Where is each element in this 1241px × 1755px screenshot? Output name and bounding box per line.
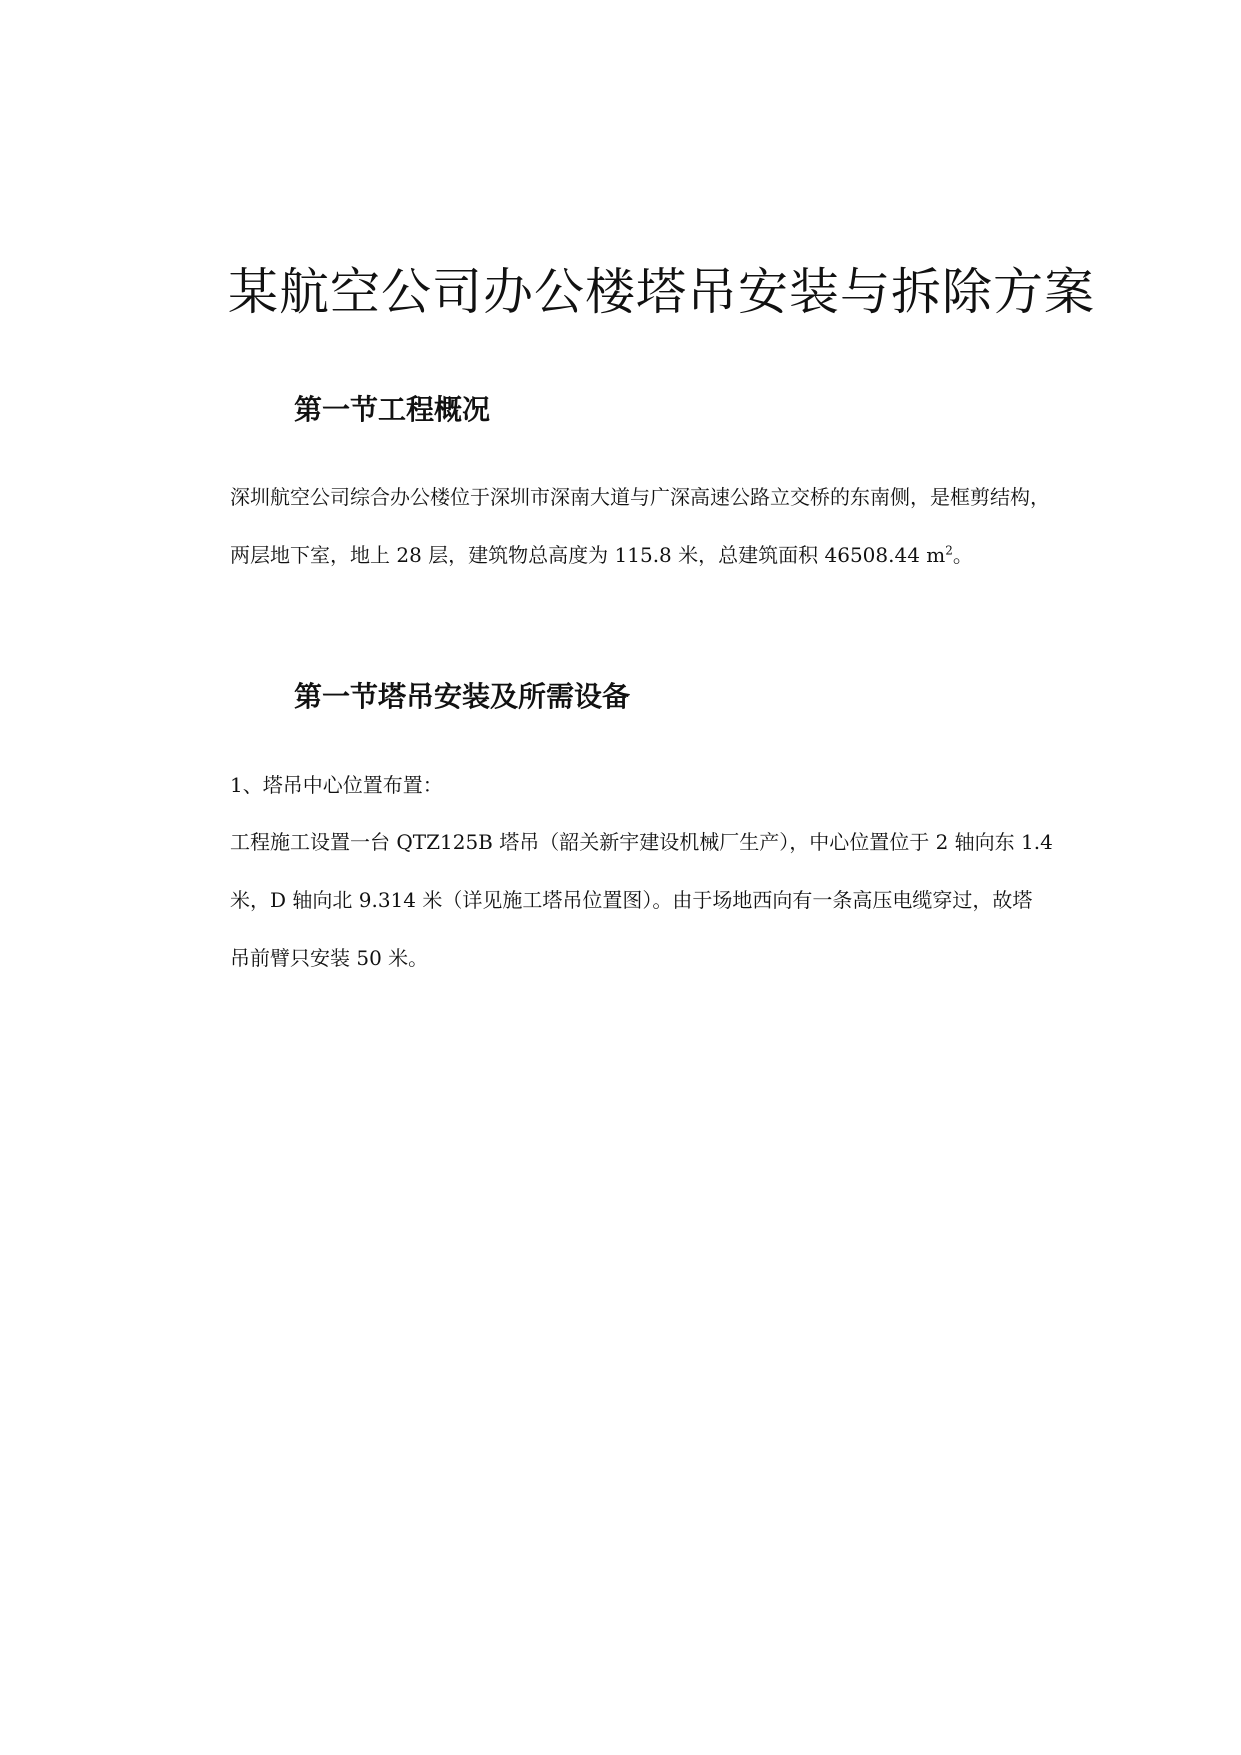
installation-item-heading: 1、塔吊中心位置布置： (230, 773, 443, 797)
section-heading-installation: 第一节塔吊安装及所需设备 (294, 680, 631, 713)
overview-paragraph-line-1: 深圳航空公司综合办公楼位于深圳市深南大道与广深高速公路立交桥的东南侧，是框剪结构， (230, 485, 1050, 509)
installation-paragraph-line-1: 工程施工设置一台 QTZ125B 塔吊（韶关新宇建设机械厂生产），中心位置位于 2 轴向东 1.4 (230, 830, 1053, 854)
area-unit-superscript: 2 (945, 543, 953, 558)
overview-paragraph-line-2 (230, 541, 973, 569)
installation-paragraph-line-2: 米，D 轴向北 9.314 米（详见施工塔吊位置图）。由于场地西向有一条高压电缆穿过，故塔 (230, 888, 1033, 912)
installation-paragraph-line-3: 吊前臂只安装 50 米。 (230, 946, 429, 970)
section-heading-overview: 第一节工程概况 (294, 393, 491, 426)
overview-line-2-text: 两层地下室，地上 28 层，建筑物总高度为 115.8 米，总建筑面积 46508.44 m (230, 543, 946, 567)
overview-line-2-end: 。 (952, 543, 973, 567)
document-title: 某航空公司办公楼塔吊安装与拆除方案 (228, 263, 1095, 321)
